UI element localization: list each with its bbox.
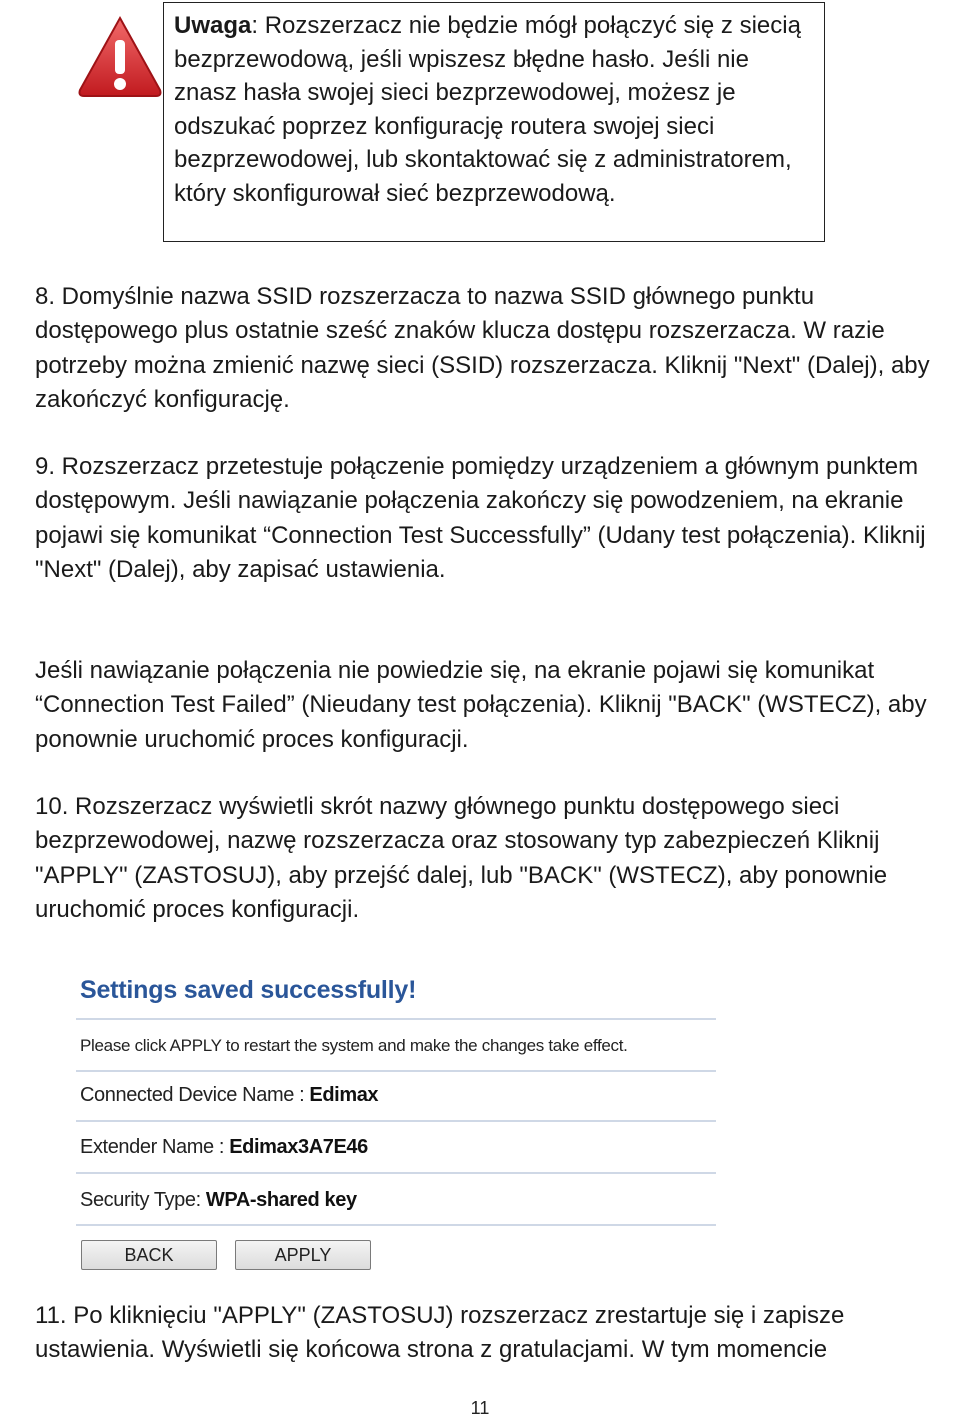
connected-device-label: Connected Device Name : [80,1084,310,1106]
step-11: 11. Po kliknięciu "APPLY" (ZASTOSUJ) rozszerzacz zrestartuje się i zapisze ustawienia. Wyświetli się końcowa strona z gratulacjami. W tym momencie [35,1302,845,1364]
divider [76,1172,716,1174]
connected-device-row [80,1084,378,1107]
extender-name-label: Extender Name : [80,1136,230,1158]
step-9-failure: Jeśli nawiązanie połączenia nie powiedzie się, na ekranie pojawi się komunikat “Connection Test Failed” (Nieudany test połączenia). Kliknij "BACK" (WSTECZ), aby ponownie uruchomić proces konfiguracji. [35,657,927,753]
step-8: 8. Domyślnie nazwa SSID rozszerzacza to nazwa SSID głównego punktu dostępowego plus ostatnie sześć znaków klucza dostępu rozszerzacza. W razie potrzeby można zmienić nazwę sieci (SSID) rozszerzacza. Kliknij "Next" (Dalej), aby zakończyć konfigurację. [35,283,930,413]
extender-name-row [80,1136,368,1159]
divider [76,1070,716,1072]
back-button[interactable]: BACK [81,1240,217,1270]
divider [76,1018,716,1020]
settings-saved-panel [72,970,720,1288]
extender-name-value: Edimax3A7E46 [229,1136,368,1158]
warning-triangle-icon [76,12,164,100]
step-10: 10. Rozszerzacz wyświetli skrót nazwy głównego punktu dostępowego sieci bezprzewodowej, nazwę rozszerzacza oraz stosowany typ zabezpieczeń Kliknij "APPLY" (ZASTOSUJ), aby przejść dalej, lub "BACK" (WSTECZ), aby ponownie uruchomić proces konfiguracji. [35,793,888,923]
step-9: 9. Rozszerzacz przetestuje połączenie pomiędzy urządzeniem a głównym punktem dostępowym. Jeśli nawiązanie połączenia zakończy się powodzeniem, na ekranie pojawi się komunikat “Connection Test Successfully” (Udany test połączenia). Kliknij "Next" (Dalej), aby zapisać ustawienia. [35,453,926,583]
warning-note [163,2,825,242]
page-number: 11 [470,1398,490,1418]
apply-button[interactable]: APPLY [235,1240,371,1270]
connected-device-value: Edimax [309,1084,379,1106]
security-type-label: Security Type: [80,1189,206,1211]
divider [76,1224,716,1226]
panel-title: Settings saved successfully! [80,976,417,1004]
divider [76,1120,716,1122]
panel-message: Please click APPLY to restart the system and make the changes take effect. [80,1036,628,1055]
note-label: Uwaga [174,12,252,39]
security-type-row [80,1189,357,1212]
security-type-value: WPA-shared key [205,1189,357,1211]
note-text: : Rozszerzacz nie będzie mógł połączyć się z siecią bezprzewodową, jeśli wpiszesz błędne hasło. Jeśli nie znasz hasła swojej sieci bezprzewodowej, możesz je odszukać poprzez konfigurację routera swojej sieci bezprzewodowej, lub skontaktować się z administratorem, który skonfigurował sieć bezprzewodową. [174,12,801,207]
